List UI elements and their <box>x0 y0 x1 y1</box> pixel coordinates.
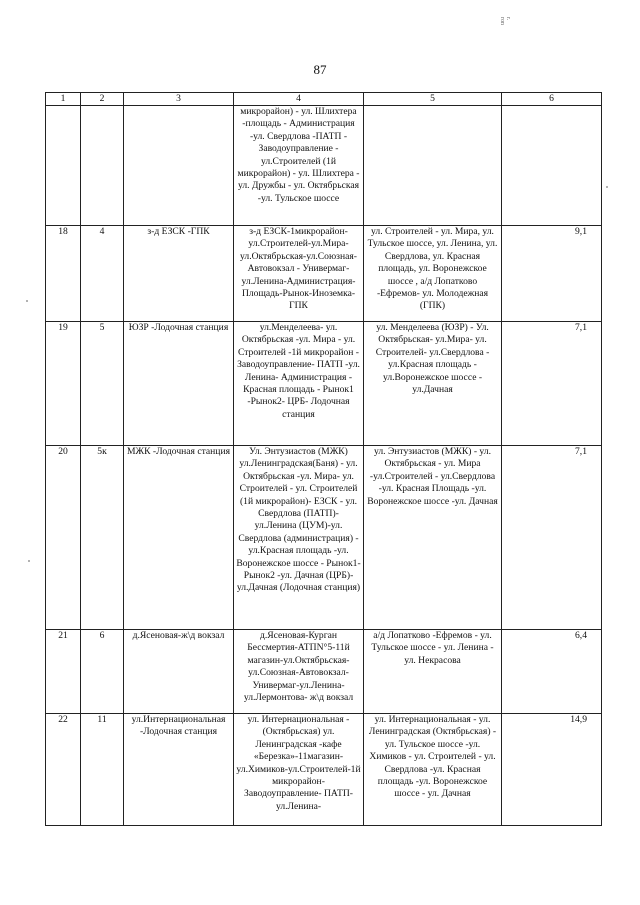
route-number <box>81 106 124 226</box>
header-col-2: 2 <box>81 93 124 106</box>
route-length: 7,1 <box>502 446 602 630</box>
reverse-path: ул. Интернациональная - ул. Ленинградская (Октябрьская) - ул. Тульское шоссе -ул. Химиков - ул. Строителей - ул. Свердлова -ул. Красная площадь -ул. Воронежское шоссе - ул. Дачная <box>364 714 502 826</box>
route-name: МЖК -Лодочная станция <box>124 446 234 630</box>
route-length <box>502 106 602 226</box>
route-name: д.Ясеновая-ж\д вокзал <box>124 630 234 714</box>
forward-path: ул. Интернациональная - (Октябрьская) ул. Ленинградская -кафе «Березка»-11магазин-ул.Химиков-ул.Строителей-1й микрорайон- Заводоуправление- ПАТП-ул.Ленина- <box>234 714 364 826</box>
route-table <box>45 92 602 826</box>
table-header-row <box>46 93 602 106</box>
route-length: 14,9 <box>502 714 602 826</box>
header-col-5: 5 <box>364 93 502 106</box>
header-col-3: 3 <box>124 93 234 106</box>
reverse-path: ул. Менделеева (ЮЗР) - Ул. Октябрьская- ул.Мира- ул. Строителей- ул.Свердлова - ул.Красная площадь - ул.Воронежское шоссе - ул.Дачная <box>364 322 502 446</box>
row-number: 19 <box>46 322 81 446</box>
row-number: 22 <box>46 714 81 826</box>
forward-path: ул.Менделеева- ул. Октябрьская -ул. Мира - ул. Строителей -1й микрорайон - Заводоуправление- ПАТП -ул. Ленина- Администрация - Красная площадь - Рынок1 -Рынок2- ЦРБ- Лодочная станция <box>234 322 364 446</box>
header-col-6: 6 <box>502 93 602 106</box>
forward-path: Ул. Энтузиастов (МЖК) ул.Ленинградская(Баня) - ул. Октябрьская -ул. Мира- ул. Строителей - ул. Строителей (1й микрорайон)- ЕЗСК - ул. Свердлова (ПАТП)- ул.Ленина (ЦУМ)-ул. Свердлова (администрация) - ул.Красная площадь -ул. Воронежское шоссе - Рынок1- Рынок2 -ул. Дачная (ЦРБ)-ул.Дачная (Лодочная станция) <box>234 446 364 630</box>
route-name <box>124 106 234 226</box>
route-number: 4 <box>81 226 124 322</box>
forward-path: з-д ЕЗСК-1микрорайон-ул.Строителей-ул.Мира-ул.Октябрьская-ул.Союзная-Автовокзал - Универмаг-ул.Ленина-Администрация-Площадь-Рынок-Иноземка- ГПК <box>234 226 364 322</box>
route-length: 6,4 <box>502 630 602 714</box>
route-number: 11 <box>81 714 124 826</box>
header-col-1: 1 <box>46 93 81 106</box>
reverse-path: ул. Строителей - ул. Мира, ул. Тульское шоссе, ул. Ленина, ул. Свердлова, ул. Красная площадь, ул. Воронежское шоссе , а/д Лопатково -Ефремов- ул. Молодежная (ГПК) <box>364 226 502 322</box>
table-row <box>46 630 602 714</box>
reverse-path <box>364 106 502 226</box>
margin-dot <box>28 560 30 562</box>
header-col-4: 4 <box>234 93 364 106</box>
row-number: 18 <box>46 226 81 322</box>
route-length: 9,1 <box>502 226 602 322</box>
route-number: 5к <box>81 446 124 630</box>
table-row <box>46 446 602 630</box>
table-row <box>46 322 602 446</box>
margin-dot <box>26 300 28 302</box>
route-number: 5 <box>81 322 124 446</box>
row-number <box>46 106 81 226</box>
route-name: з-д ЕЗСК -ГПК <box>124 226 234 322</box>
margin-dot <box>606 186 608 188</box>
route-name: ул.Интернациональная -Лодочная станция <box>124 714 234 826</box>
table-row <box>46 714 602 826</box>
reverse-path: ул. Энтузиастов (МЖК) - ул. Октябрьская - ул. Мира -ул.Строителей - ул.Свердлова -ул. Красная Площадь -ул. Воронежское шоссе -ул. Дачная <box>364 446 502 630</box>
table-row <box>46 106 602 226</box>
forward-path: д.Ясеновая-Курган Бессмертия-АТПN°5-11й магазин-ул.Октябрьская-ул.Союзная-Автовокзал-Универмаг-ул.Ленина-ул.Лермонтова- ж\д вокзал <box>234 630 364 714</box>
route-number: 6 <box>81 630 124 714</box>
route-length: 7,1 <box>502 322 602 446</box>
route-name: ЮЗР -Лодочная станция <box>124 322 234 446</box>
reverse-path: а/д Лопатково -Ефремов - ул. Тульское шоссе - ул. Ленина - ул. Некрасова <box>364 630 502 714</box>
forward-path: микрорайон) - ул. Шлихтера -площадь - Администрация -ул. Свердлова -ПАТП - Заводоуправление - ул.Строителей (1й микрорайон) - ул. Шлихтера - ул. Дружбы - ул. Октябрьская -ул. Тульское шоссе <box>234 106 364 226</box>
row-number: 21 <box>46 630 81 714</box>
row-number: 20 <box>46 446 81 630</box>
page-number: 87 <box>313 62 327 77</box>
corner-scribble: r. ron <box>499 17 511 25</box>
table-row <box>46 226 602 322</box>
